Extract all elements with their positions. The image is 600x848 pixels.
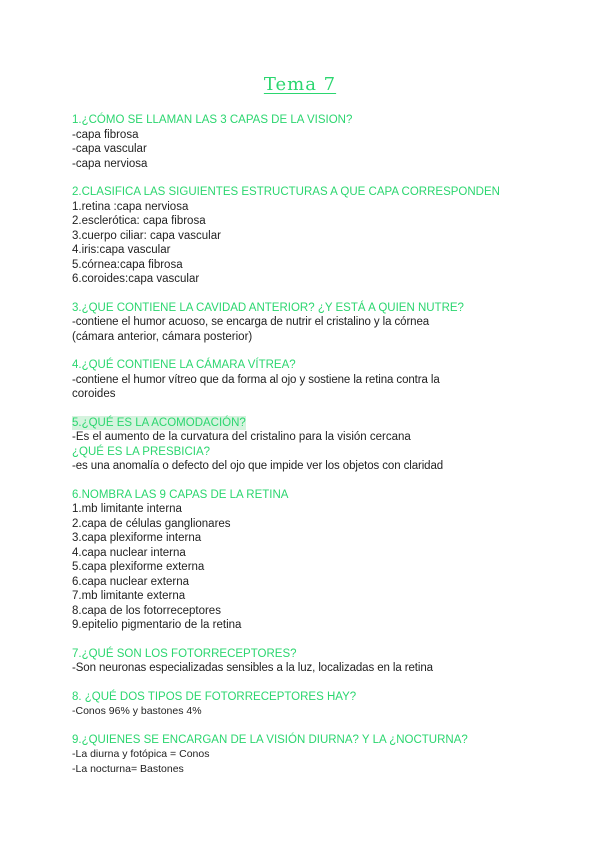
answer-line: 2.capa de células ganglionares	[72, 517, 231, 530]
answer-line: 9.epitelio pigmentario de la retina	[72, 619, 242, 631]
answer-line: 4.iris:capa vascular	[72, 244, 171, 256]
answer-line: coroides	[72, 388, 116, 400]
section-9	[72, 733, 532, 777]
answer-line: (cámara anterior, cámara posterior)	[72, 330, 253, 343]
answer-line: -Son neuronas especializadas sensibles a la luz, localizadas en la retina	[72, 662, 433, 674]
section-5	[72, 416, 532, 474]
question-5-highlighted: 5.¿QUÉ ES LA ACOMODACIÓN?	[72, 416, 246, 429]
answer-line: 8.capa de los fotorreceptores	[72, 604, 221, 617]
question-5b: ¿QUÉ ES LA PRESBICIA?	[72, 445, 211, 458]
question-3: 3.¿QUE CONTIENE LA CAVIDAD ANTERIOR? ¿Y ESTÁ A QUIEN NUTRE?	[72, 301, 464, 314]
answer-line: 2.esclerótica: capa fibrosa	[72, 215, 206, 227]
answer-line: -La nocturna= Bastones	[72, 762, 184, 775]
answer-line: 1.retina :capa nerviosa	[72, 200, 189, 213]
answer-line: 1.mb limitante interna	[72, 503, 182, 515]
section-8	[72, 690, 532, 719]
question-list	[72, 113, 532, 790]
page-title: Tema 7	[263, 74, 337, 95]
answer-line: -capa vascular	[72, 143, 147, 155]
answer-line: 4.capa nuclear interna	[72, 546, 186, 559]
answer-line: -capa nerviosa	[72, 157, 148, 170]
question-4: 4.¿QUÉ CONTIENE LA CÁMARA VÍTREA?	[72, 359, 296, 371]
section-6	[72, 488, 532, 633]
question-8: 8. ¿QUÉ DOS TIPOS DE FOTORRECEPTORES HAY?	[72, 690, 357, 703]
question-1: 1.¿CÓMO SE LLAMAN LAS 3 CAPAS DE LA VISION?	[72, 114, 353, 126]
section-1	[72, 113, 532, 171]
answer-line: -contiene el humor acuoso, se encarga de nutrir el cristalino y la córnea	[72, 316, 430, 328]
section-3	[72, 301, 532, 345]
answer-line: -capa fibrosa	[72, 128, 139, 141]
section-7	[72, 647, 532, 676]
question-7: 7.¿QUÉ SON LOS FOTORRECEPTORES?	[72, 647, 297, 660]
answer-line: -contiene el humor vítreo que da forma al ojo y sostiene la retina contra la	[72, 373, 440, 386]
answer-line: 3.cuerpo ciliar: capa vascular	[72, 229, 221, 242]
question-9: 9.¿QUIENES SE ENCARGAN DE LA VISIÓN DIURNA? Y LA ¿NOCTURNA?	[72, 733, 468, 746]
answer-line: 6.capa nuclear externa	[72, 575, 189, 588]
answer-line: 6.coroides:capa vascular	[72, 273, 200, 285]
question-6: 6.NOMBRA LAS 9 CAPAS DE LA RETINA	[72, 488, 289, 501]
answer-line: 7.mb limitante externa	[72, 590, 186, 602]
section-4	[72, 358, 532, 402]
answer-line: -Es el aumento de la curvatura del cristalino para la visión cercana	[72, 431, 411, 443]
question-2: 2.CLASIFICA LAS SIGUIENTES ESTRUCTURAS A QUE CAPA CORRESPONDEN	[72, 186, 500, 198]
answer-line: 3.capa plexiforme interna	[72, 532, 202, 544]
answer-line: -Conos 96% y bastones 4%	[72, 705, 202, 717]
answer-line: -es una anomalía o defecto del ojo que impide ver los objetos con claridad	[72, 460, 444, 472]
answer-line: 5.capa plexiforme externa	[72, 561, 205, 573]
answer-line: -La diurna y fotópica = Conos	[72, 748, 210, 760]
answer-line: 5.córnea:capa fibrosa	[72, 258, 183, 271]
section-2	[72, 185, 532, 287]
